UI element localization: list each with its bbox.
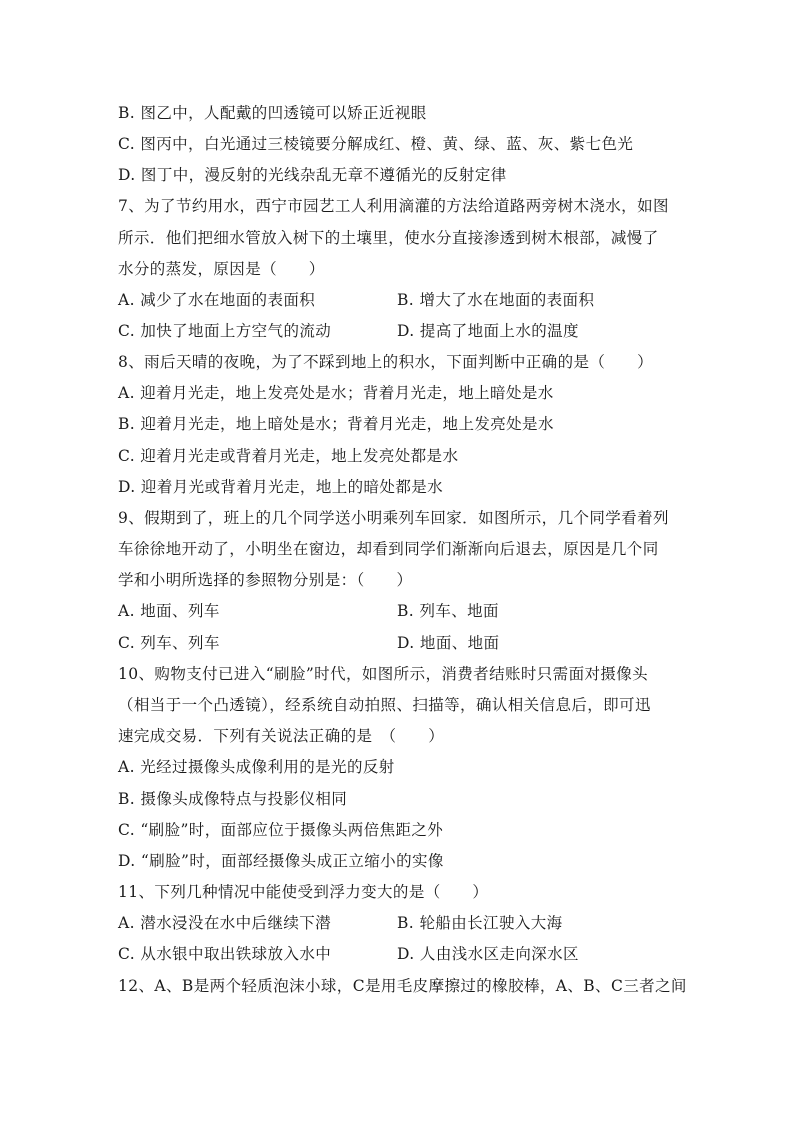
q9-options-row-2 [118,633,678,653]
option-10b: B. 摄像头成像特点与投影仪相同 [118,790,348,808]
option-11d: D. 人由浅水区走向深水区 [397,945,579,963]
option-7d: D. 提高了地面上水的温度 [397,322,579,340]
option-7c: C. 加快了地面上方空气的流动 [118,322,332,340]
option-7a: A. 减少了水在地面的表面积 [118,291,316,309]
option-8d: D. 迎着月光或背着月光走，地上的暗处都是水 [118,478,444,496]
q11-options-row-1 [118,913,678,933]
option-8c: C. 迎着月光走或背着月光走，地上发亮处都是水 [118,447,459,465]
question-10-line-2: （相当于一个凸透镜），经系统自动拍照、扫描等，确认相关信息后，即可迅 [118,696,651,714]
option-9c: C. 列车、列车 [118,634,220,652]
question-9-line-1: 9、假期到了，班上的几个同学送小明乘列车回家．如图所示，几个同学看着列 [118,509,669,527]
option-8b: B. 迎着月光走，地上暗处是水；背着月光走，地上发亮处是水 [118,415,554,433]
option-10c: C. “刷脸”时，面部应位于摄像头两倍焦距之外 [118,821,444,839]
question-9-line-2: 车徐徐地开动了，小明坐在窗边，却看到同学们渐渐向后退去，原因是几个同 [118,540,659,558]
option-7b: B. 增大了水在地面的表面积 [397,291,595,309]
question-7-line-3: 水分的蒸发，原因是（ ） [118,260,325,278]
option-10d: D. “刷脸”时，面部经摄像头成正立缩小的实像 [118,852,444,870]
q11-options-row-2 [118,944,678,964]
option-11a: A. 潜水浸没在水中后继续下潜 [118,914,332,932]
q9-options-row-1 [118,601,678,621]
question-10-line-1: 10、购物支付已进入“刷脸”时代，如图所示，消费者结账时只需面对摄像头 [118,665,649,683]
question-12: 12、A、B是两个轻质泡沫小球，C是用毛皮摩擦过的橡胶棒，A、B、C三者之间 [118,977,687,995]
option-11b: B. 轮船由长江驶入大海 [397,914,563,932]
question-7-line-2: 所示．他们把细水管放入树下的土壤里，使水分直接渗透到树木根部，减慢了 [118,229,659,247]
option-9a: A. 地面、列车 [118,602,220,620]
option-6b: B. 图乙中，人配戴的凹透镜可以矫正近视眼 [118,104,427,122]
question-9-line-3: 学和小明所选择的参照物分别是：（ ） [118,571,413,589]
option-6d: D. 图丁中，漫反射的光线杂乱无章不遵循光的反射定律 [118,166,507,184]
option-9d: D. 地面、地面 [397,634,500,652]
q7-options-row-2 [118,321,678,341]
option-8a: A. 迎着月光走，地上发亮处是水；背着月光走，地上暗处是水 [118,384,554,402]
option-9b: B. 列车、地面 [397,602,499,620]
question-11: 11、下列几种情况中能使受到浮力变大的是（ ） [118,883,489,901]
option-10a: A. 光经过摄像头成像利用的是光的反射 [118,758,395,776]
q7-options-row-1 [118,290,678,310]
question-7-line-1: 7、为了节约用水，西宁市园艺工人利用滴灌的方法给道路两旁树木浇水，如图 [118,197,669,215]
question-8: 8、雨后天晴的夜晚，为了不踩到地上的积水，下面判断中正确的是（ ） [118,353,653,371]
question-10-line-3: 速完成交易．下列有关说法正确的是 （ ） [118,727,445,745]
option-6c: C. 图丙中，白光通过三棱镜要分解成红、橙、黄、绿、蓝、灰、紫七色光 [118,135,634,153]
option-11c: C. 从水银中取出铁球放入水中 [118,945,332,963]
